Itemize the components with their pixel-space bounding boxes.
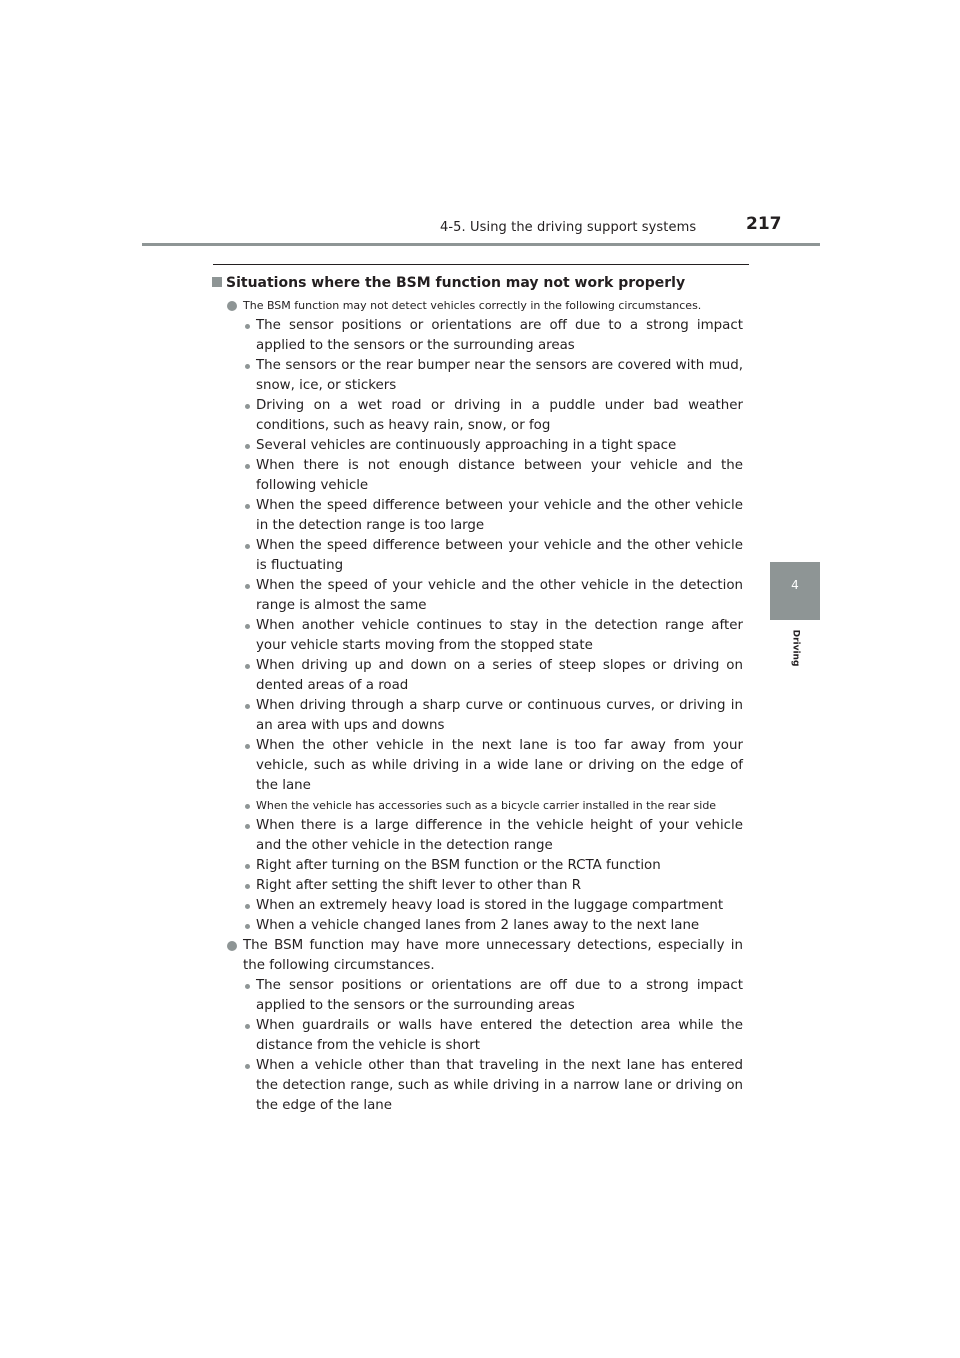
- dot-bullet-icon: [245, 704, 250, 709]
- dot-bullet-icon: [245, 664, 250, 669]
- dot-bullet-icon: [245, 904, 250, 909]
- list-item-text: When driving through a sharp curve or continuous curves, or driving in an area with ups and downs: [256, 698, 743, 733]
- group-intro-text: The BSM function may have more unnecessary detections, especially in the following circumstances.: [243, 938, 743, 973]
- list-item-text: When the other vehicle in the next lane is too far away from your vehicle, such as while driving in a wide lane or driving on the edge of the lane: [256, 738, 743, 793]
- list-item-text: When the speed of your vehicle and the other vehicle in the detection range is almost the same: [256, 578, 743, 613]
- group-intro: [243, 296, 743, 316]
- list-item-text: Driving on a wet road or driving in a puddle under bad weather conditions, such as heavy rain, snow, or fog: [256, 398, 743, 433]
- list-item: [256, 316, 743, 356]
- list-item-text: Several vehicles are continuously approaching in a tight space: [256, 438, 677, 453]
- list-item: [256, 916, 743, 936]
- list-item: [256, 696, 743, 736]
- list-item-text: When there is a large difference in the vehicle height of your vehicle and the other vehicle in the detection range: [256, 818, 743, 853]
- group-intro-text: The BSM function may not detect vehicles correctly in the following circumstances.: [243, 299, 702, 312]
- list-item: [256, 396, 743, 436]
- bullet-list: [0, 316, 960, 936]
- dot-bullet-icon: [245, 804, 250, 809]
- dot-bullet-icon: [245, 584, 250, 589]
- dot-bullet-icon: [245, 884, 250, 889]
- list-item: [256, 456, 743, 496]
- list-item-text: When a vehicle other than that traveling in the next lane has entered the detection range, such as while driving in a narrow lane or driving on the edge of the lane: [256, 1058, 743, 1113]
- dot-bullet-icon: [245, 404, 250, 409]
- dot-bullet-icon: [245, 924, 250, 929]
- list-item: [256, 576, 743, 616]
- list-item: [256, 436, 743, 456]
- list-item: [256, 856, 743, 876]
- list-item-text: The sensors or the rear bumper near the sensors are covered with mud, snow, ice, or stickers: [256, 358, 743, 393]
- list-item: [256, 536, 743, 576]
- section-rule: [213, 264, 749, 265]
- list-item-text: When driving up and down on a series of steep slopes or driving on dented areas of a road: [256, 658, 743, 693]
- list-item: [256, 1016, 743, 1056]
- bullet-list: [0, 976, 960, 1116]
- list-item: [256, 356, 743, 396]
- list-item-text: When another vehicle continues to stay in the detection range after your vehicle starts moving from the stopped state: [256, 618, 743, 653]
- list-item-text: The sensor positions or orientations are off due to a strong impact applied to the sensors or the surrounding areas: [256, 318, 743, 353]
- list-item-text: When the speed difference between your vehicle and the other vehicle in the detection range is too large: [256, 498, 743, 533]
- dot-bullet-icon: [245, 864, 250, 869]
- dot-bullet-icon: [245, 444, 250, 449]
- list-item: [256, 656, 743, 696]
- dot-bullet-icon: [245, 464, 250, 469]
- list-item: [256, 616, 743, 656]
- heading-square-icon: [212, 277, 222, 287]
- chapter-tab-number: 4: [791, 578, 799, 592]
- list-item: [256, 896, 743, 916]
- list-item: [256, 736, 743, 796]
- list-item-text: The sensor positions or orientations are off due to a strong impact applied to the sensors or the surrounding areas: [256, 978, 743, 1013]
- list-item: [256, 796, 743, 816]
- list-item-text: Right after turning on the BSM function or the RCTA function: [256, 858, 661, 873]
- list-item-text: When there is not enough distance between your vehicle and the following vehicle: [256, 458, 743, 493]
- list-item: [256, 1056, 743, 1116]
- section-heading: [212, 275, 685, 291]
- page-number: 217: [746, 214, 782, 234]
- list-item: [256, 496, 743, 536]
- running-header-title: 4-5. Using the driving support systems: [440, 220, 697, 235]
- list-item-text: When the speed difference between your vehicle and the other vehicle is fluctuating: [256, 538, 743, 573]
- dot-bullet-icon: [245, 1064, 250, 1069]
- chapter-label-text: Driving: [789, 629, 800, 667]
- dot-bullet-icon: [245, 544, 250, 549]
- dot-bullet-icon: [245, 324, 250, 329]
- circle-bullet-icon: [227, 941, 237, 951]
- circle-bullet-icon: [227, 301, 237, 311]
- dot-bullet-icon: [245, 824, 250, 829]
- dot-bullet-icon: [245, 744, 250, 749]
- dot-bullet-icon: [245, 504, 250, 509]
- group-intro: [243, 936, 743, 976]
- list-item: [256, 876, 743, 896]
- section-heading-text: Situations where the BSM function may not work properly: [226, 275, 686, 291]
- dot-bullet-icon: [245, 624, 250, 629]
- header-rule: [142, 243, 820, 246]
- list-item-text: Right after setting the shift lever to other than R: [256, 878, 582, 893]
- list-item: [256, 816, 743, 856]
- list-item-text: When a vehicle changed lanes from 2 lanes away to the next lane: [256, 918, 700, 933]
- dot-bullet-icon: [245, 984, 250, 989]
- dot-bullet-icon: [245, 364, 250, 369]
- list-item-text: When an extremely heavy load is stored in the luggage compartment: [256, 898, 724, 913]
- list-item-text: When guardrails or walls have entered the detection area while the distance from the vehicle is short: [256, 1018, 743, 1053]
- dot-bullet-icon: [245, 1024, 250, 1029]
- list-item: [256, 976, 743, 1016]
- content-body: [0, 296, 960, 1116]
- list-item-text: When the vehicle has accessories such as a bicycle carrier installed in the rear side: [256, 799, 717, 812]
